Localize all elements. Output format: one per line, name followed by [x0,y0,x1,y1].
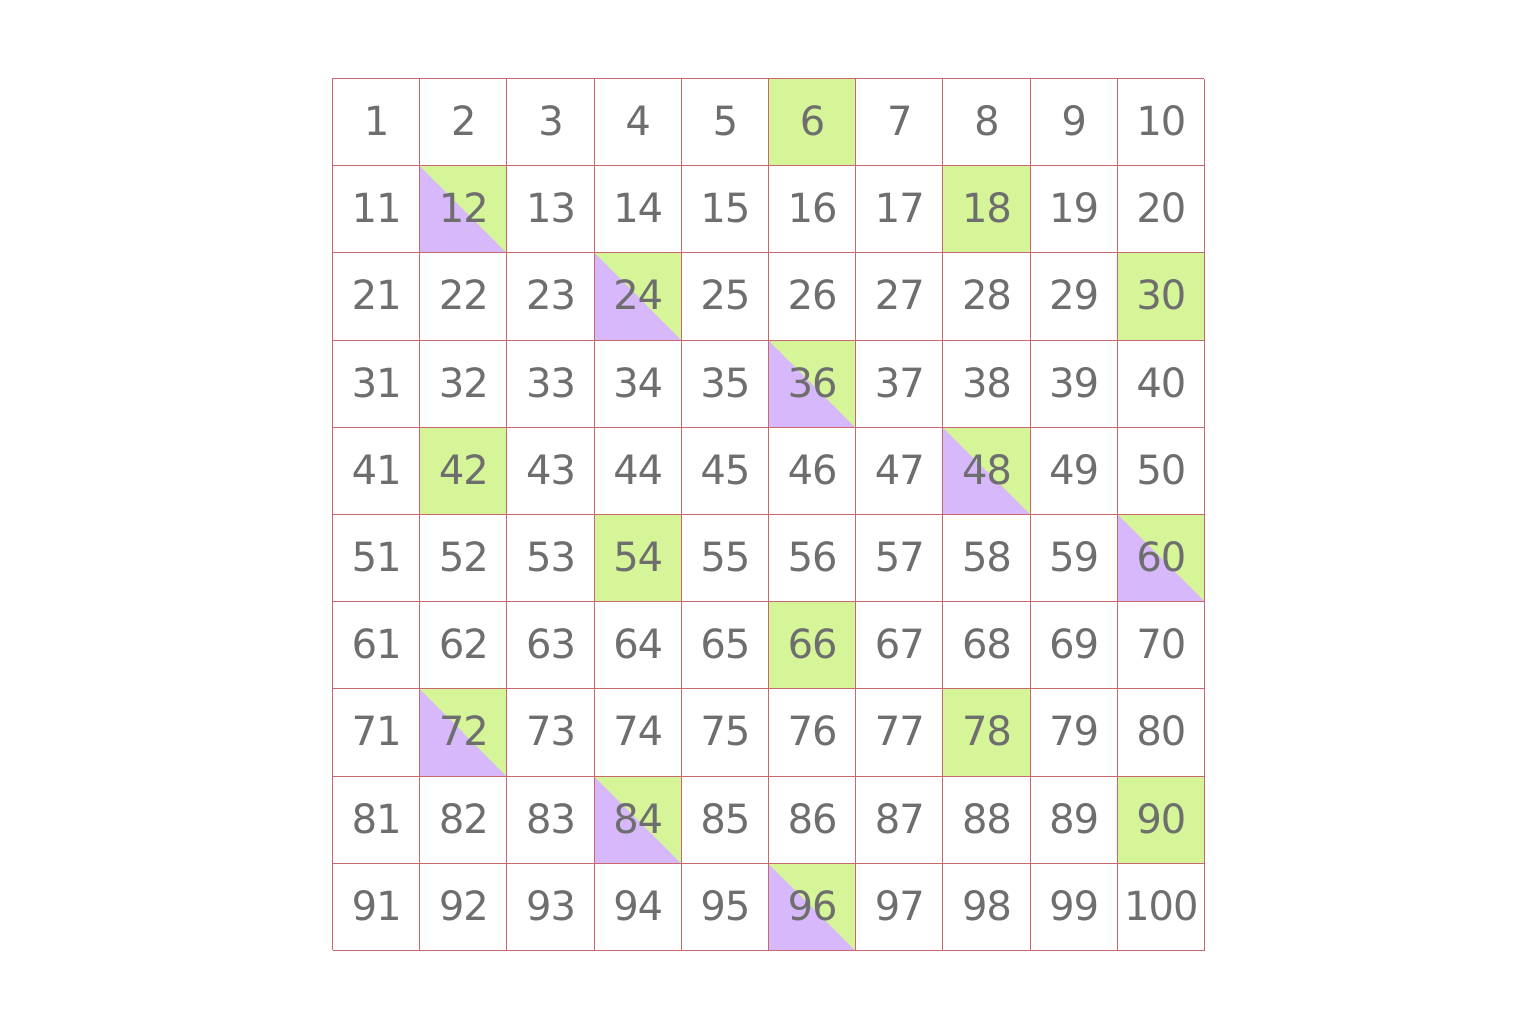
cell-number: 73 [526,709,575,756]
grid-cell-8 [943,79,1030,166]
cell-number: 49 [1049,447,1099,494]
grid-cell-72 [420,689,507,776]
cell-number: 84 [613,796,663,843]
grid-cell-97 [856,864,943,951]
cell-number: 27 [874,273,924,320]
grid-cell-69 [1031,602,1118,689]
cell-number: 50 [1136,447,1186,494]
grid-cell-71 [333,689,420,776]
cell-number: 65 [700,622,750,669]
cell-number: 72 [438,709,488,756]
grid-cell-5 [682,79,769,166]
cell-number: 95 [700,883,750,930]
cell-number: 28 [961,273,1011,320]
grid-cell-12 [420,166,507,253]
cell-number: 64 [613,622,663,669]
cell-number: 41 [351,447,401,494]
cell-number: 80 [1136,709,1186,756]
cell-number: 4 [625,99,650,146]
cell-number: 39 [1049,360,1099,407]
grid-cell-45 [682,428,769,515]
cell-number: 2 [451,99,476,146]
cell-number: 5 [712,99,738,146]
grid-cell-11 [333,166,420,253]
grid-cell-73 [507,689,594,776]
grid-cell-1 [333,79,420,166]
cell-number: 31 [351,360,401,407]
grid-cell-94 [595,864,682,951]
grid-cell-55 [682,515,769,602]
grid-cell-17 [856,166,943,253]
cell-number: 100 [1124,883,1198,930]
grid-cell-28 [943,253,1030,340]
grid-cell-74 [595,689,682,776]
grid-cell-38 [943,341,1030,428]
cell-number: 52 [438,535,488,582]
cell-number: 30 [1136,273,1186,320]
grid-cell-87 [856,777,943,864]
cell-number: 66 [787,622,837,669]
grid-cell-13 [507,166,594,253]
cell-number: 78 [961,709,1011,756]
cell-number: 88 [961,796,1011,843]
cell-number: 22 [438,273,488,320]
grid-cell-26 [769,253,856,340]
cell-number: 96 [787,883,837,930]
grid-cell-9 [1031,79,1118,166]
cell-number: 90 [1136,796,1186,843]
grid-cell-63 [507,602,594,689]
grid-cell-3 [507,79,594,166]
grid-cell-21 [333,253,420,340]
grid-cell-37 [856,341,943,428]
grid-cell-76 [769,689,856,776]
cell-number: 1 [363,99,389,146]
grid-cell-41 [333,428,420,515]
cell-number: 8 [974,99,999,146]
grid-cell-92 [420,864,507,951]
grid-cell-43 [507,428,594,515]
grid-cell-47 [856,428,943,515]
grid-cell-93 [507,864,594,951]
grid-cell-89 [1031,777,1118,864]
grid-cell-50 [1118,428,1205,515]
grid-cell-98 [943,864,1030,951]
grid-cell-61 [333,602,420,689]
cell-number: 74 [613,709,663,756]
grid-cell-66 [769,602,856,689]
grid-cell-34 [595,341,682,428]
grid-cell-86 [769,777,856,864]
grid-cell-44 [595,428,682,515]
grid-cell-40 [1118,341,1205,428]
cell-number: 91 [351,883,401,930]
grid-cell-6 [769,79,856,166]
cell-number: 85 [700,796,750,843]
cell-number: 87 [874,796,924,843]
grid-cell-85 [682,777,769,864]
cell-number: 37 [874,360,924,407]
cell-number: 62 [438,622,488,669]
grid-cell-99 [1031,864,1118,951]
grid-cell-80 [1118,689,1205,776]
cell-number: 35 [700,360,750,407]
grid-cell-36 [769,341,856,428]
cell-number: 94 [613,883,663,930]
grid-cell-4 [595,79,682,166]
grid-cell-35 [682,341,769,428]
cell-number: 82 [438,796,488,843]
grid-cell-96 [769,864,856,951]
cell-number: 60 [1136,535,1186,582]
grid-cell-90 [1118,777,1205,864]
grid-cell-88 [943,777,1030,864]
grid-cell-23 [507,253,594,340]
grid-cell-24 [595,253,682,340]
grid-cell-51 [333,515,420,602]
cell-number: 98 [961,883,1011,930]
cell-number: 33 [526,360,575,407]
cell-number: 70 [1136,622,1186,669]
cell-number: 99 [1049,883,1099,930]
cell-number: 21 [351,273,401,320]
cell-number: 76 [787,709,837,756]
cell-number: 34 [613,360,663,407]
hundred-chart-grid [332,78,1204,950]
cell-number: 75 [700,709,750,756]
cell-number: 51 [351,535,401,582]
grid-cell-70 [1118,602,1205,689]
grid-cell-32 [420,341,507,428]
cell-number: 81 [351,796,401,843]
cell-number: 69 [1049,622,1099,669]
cell-number: 18 [961,186,1011,233]
cell-number: 86 [787,796,837,843]
grid-cell-67 [856,602,943,689]
cell-number: 58 [961,535,1011,582]
cell-number: 29 [1049,273,1099,320]
grid-cell-100 [1118,864,1205,951]
cell-number: 19 [1049,186,1099,233]
cell-number: 43 [526,447,575,494]
cell-number: 32 [438,360,488,407]
grid-cell-58 [943,515,1030,602]
cell-number: 56 [787,535,837,582]
grid-cell-78 [943,689,1030,776]
cell-number: 11 [351,186,401,233]
grid-cell-7 [856,79,943,166]
cell-number: 9 [1061,99,1086,146]
cell-number: 48 [961,447,1011,494]
cell-number: 12 [438,186,488,233]
grid-cell-31 [333,341,420,428]
cell-number: 15 [700,186,750,233]
cell-number: 89 [1049,796,1099,843]
cell-number: 10 [1136,99,1186,146]
cell-number: 16 [787,186,837,233]
grid-cell-16 [769,166,856,253]
grid-cell-56 [769,515,856,602]
grid-cell-84 [595,777,682,864]
grid-cell-25 [682,253,769,340]
cell-number: 38 [961,360,1011,407]
grid-cell-48 [943,428,1030,515]
grid-cell-62 [420,602,507,689]
cell-number: 20 [1136,186,1186,233]
grid-cell-54 [595,515,682,602]
cell-number: 23 [526,273,575,320]
cell-number: 71 [351,709,401,756]
cell-number: 57 [874,535,924,582]
cell-number: 44 [613,447,663,494]
cell-number: 7 [886,99,912,146]
grid-cell-30 [1118,253,1205,340]
cell-number: 61 [351,622,401,669]
grid-cell-77 [856,689,943,776]
cell-number: 6 [799,99,825,146]
grid-cell-83 [507,777,594,864]
cell-number: 45 [700,447,750,494]
cell-number: 40 [1136,360,1186,407]
cell-number: 67 [874,622,924,669]
cell-number: 14 [613,186,663,233]
grid-cell-68 [943,602,1030,689]
grid-cell-81 [333,777,420,864]
grid-cell-52 [420,515,507,602]
grid-cell-75 [682,689,769,776]
cell-number: 17 [874,186,924,233]
cell-number: 83 [526,796,575,843]
cell-number: 68 [961,622,1011,669]
grid-cell-42 [420,428,507,515]
cell-number: 54 [613,535,663,582]
grid-cell-2 [420,79,507,166]
grid-cell-49 [1031,428,1118,515]
cell-number: 55 [700,535,750,582]
cell-number: 42 [438,447,488,494]
grid-cell-14 [595,166,682,253]
cell-number: 97 [874,883,924,930]
grid-cell-10 [1118,79,1205,166]
cell-number: 63 [526,622,575,669]
grid-cell-22 [420,253,507,340]
cell-number: 77 [874,709,924,756]
cell-number: 92 [438,883,488,930]
grid-cell-82 [420,777,507,864]
cell-number: 25 [700,273,750,320]
grid-cell-53 [507,515,594,602]
grid-cell-57 [856,515,943,602]
cell-number: 36 [787,360,837,407]
grid-cell-59 [1031,515,1118,602]
cell-number: 13 [526,186,575,233]
grid-cell-15 [682,166,769,253]
grid-cell-64 [595,602,682,689]
cell-number: 46 [787,447,837,494]
grid-cell-27 [856,253,943,340]
grid-cell-91 [333,864,420,951]
cell-number: 26 [787,273,837,320]
cell-number: 24 [613,273,663,320]
grid-cell-65 [682,602,769,689]
grid-cell-33 [507,341,594,428]
grid-cell-39 [1031,341,1118,428]
grid-cell-46 [769,428,856,515]
cell-number: 59 [1049,535,1099,582]
cell-number: 79 [1049,709,1099,756]
cell-number: 3 [538,99,563,146]
grid-cell-95 [682,864,769,951]
grid-cell-60 [1118,515,1205,602]
cell-number: 93 [526,883,575,930]
grid-cell-79 [1031,689,1118,776]
grid-cell-20 [1118,166,1205,253]
cell-number: 47 [874,447,924,494]
grid-cell-29 [1031,253,1118,340]
cell-number: 53 [526,535,575,582]
grid-cell-18 [943,166,1030,253]
grid-cell-19 [1031,166,1118,253]
